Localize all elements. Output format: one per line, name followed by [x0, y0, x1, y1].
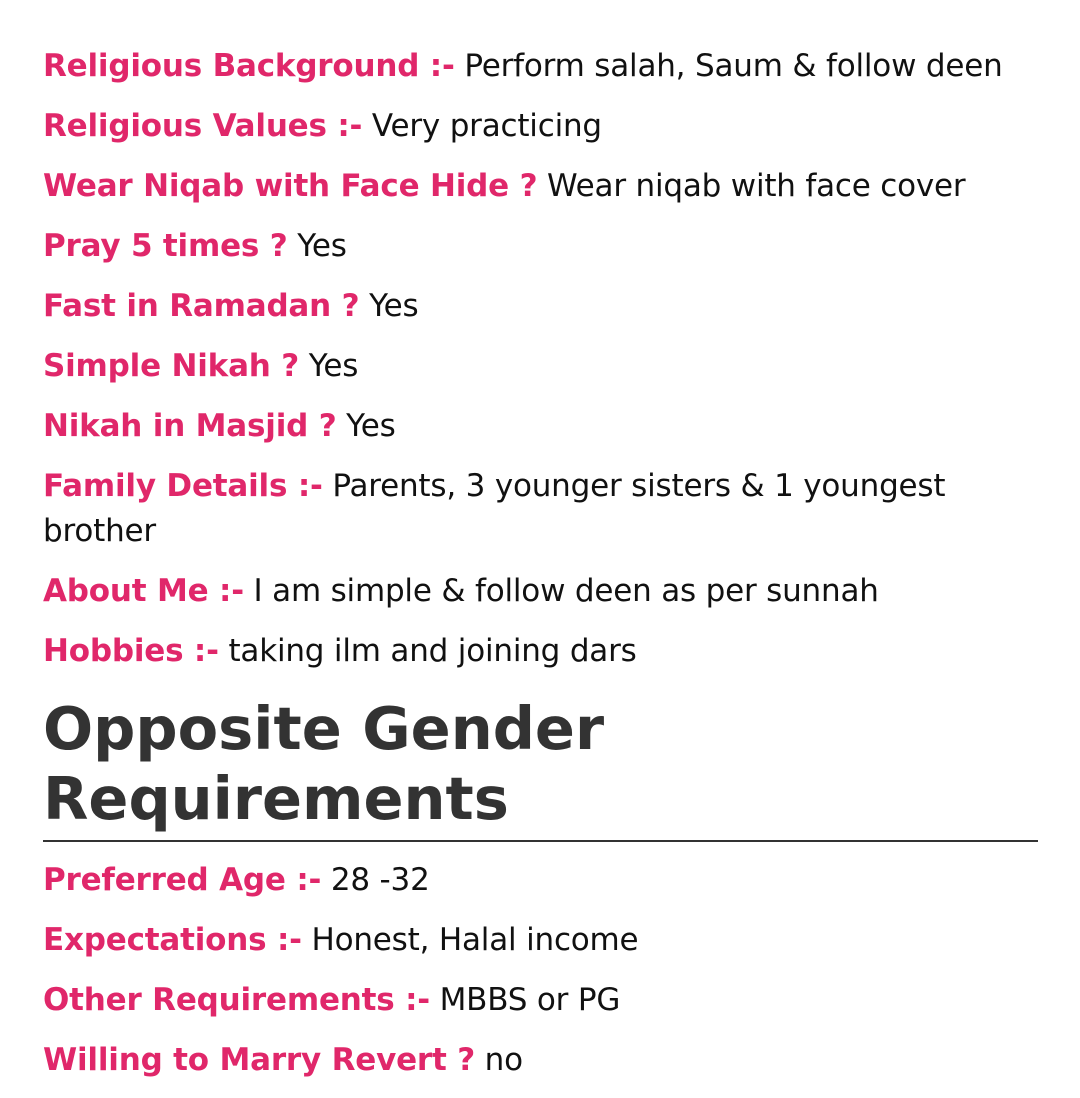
requirement-label: Expectations :- [43, 922, 302, 958]
requirement-row-revert [43, 1038, 1038, 1083]
detail-row-niqab [43, 164, 1038, 209]
detail-label: Family Details :- [43, 468, 323, 504]
detail-value: Perform salah, Saum & follow deen [464, 48, 1003, 84]
detail-row-pray [43, 224, 1038, 269]
detail-label: About Me :- [43, 573, 244, 609]
detail-value: Parents, 3 younger sisters & 1 youngest brother [43, 468, 946, 549]
detail-row-family [43, 464, 1038, 554]
requirement-value: MBBS or PG [439, 982, 621, 1018]
detail-label: Fast in Ramadan ? [43, 288, 360, 324]
requirement-label: Willing to Marry Revert ? [43, 1042, 476, 1078]
requirement-row-other [43, 978, 1038, 1023]
detail-label: Hobbies :- [43, 633, 219, 669]
detail-value: Yes [369, 288, 419, 324]
details-list [43, 44, 1038, 674]
detail-value: Wear niqab with face cover [547, 168, 966, 204]
detail-row-religious-background [43, 44, 1038, 89]
detail-label: Pray 5 times ? [43, 228, 288, 264]
profile-document [43, 44, 1038, 1098]
section-heading: Opposite Gender Requirements [43, 694, 1038, 842]
detail-label: Religious Values :- [43, 108, 363, 144]
requirement-value: 28 -32 [330, 862, 430, 898]
detail-row-about-me [43, 569, 1038, 614]
detail-value: I am simple & follow deen as per sunnah [253, 573, 879, 609]
detail-label: Religious Background :- [43, 48, 455, 84]
detail-value: Yes [346, 408, 396, 444]
detail-value: Yes [297, 228, 347, 264]
detail-value: taking ilm and joining dars [228, 633, 637, 669]
detail-label: Wear Niqab with Face Hide ? [43, 168, 538, 204]
detail-value: Yes [308, 348, 359, 384]
detail-row-hobbies [43, 629, 1038, 674]
requirement-row-preferred-age [43, 858, 1038, 903]
detail-value: Very practicing [371, 108, 602, 144]
requirement-value: Honest, Halal income [311, 922, 639, 958]
detail-label: Simple Nikah ? [43, 348, 300, 384]
requirement-row-expectations [43, 918, 1038, 963]
requirements-list [43, 858, 1038, 1083]
detail-row-religious-values [43, 104, 1038, 149]
detail-label: Nikah in Masjid ? [43, 408, 337, 444]
requirement-label: Preferred Age :- [43, 862, 322, 898]
requirement-value: no [484, 1042, 523, 1078]
requirement-label: Other Requirements :- [43, 982, 430, 1018]
detail-row-simple-nikah [43, 344, 1038, 389]
detail-row-nikah-masjid [43, 404, 1038, 449]
detail-row-fast [43, 284, 1038, 329]
